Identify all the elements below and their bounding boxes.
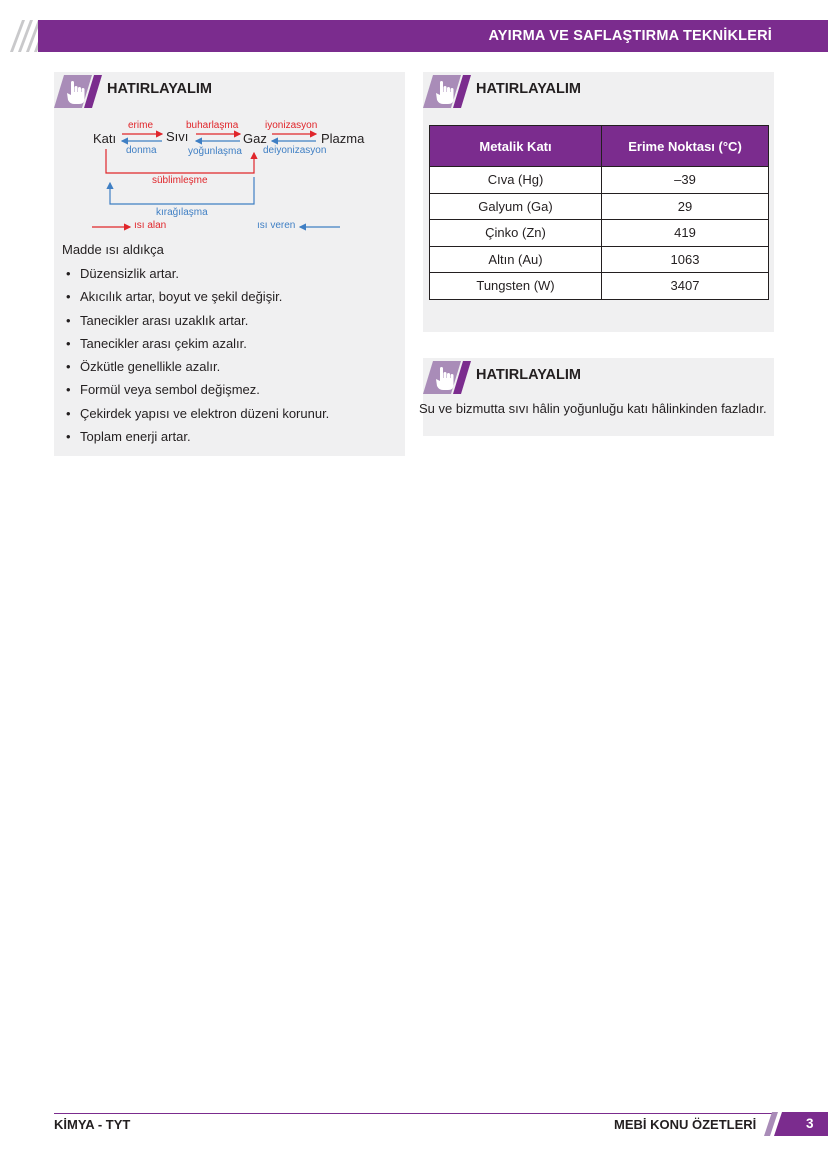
intro-text: Madde ısı aldıkça — [62, 242, 164, 257]
state-liquid: Sıvı — [166, 129, 189, 144]
melting-point-table — [429, 125, 769, 300]
state-plasma: Plazma — [321, 131, 365, 146]
page-number: 3 — [806, 1116, 814, 1131]
reminder-box-melting-points — [423, 72, 774, 332]
footer-divider — [54, 1113, 774, 1114]
column-header: Erime Noktası (°C) — [602, 126, 769, 167]
box-title: HATIRLAYALIM — [107, 81, 212, 97]
table-row — [430, 167, 769, 194]
state-gas: Gaz — [243, 131, 267, 146]
legend-heat-release: ısı veren — [257, 220, 296, 231]
list-item: • Formül veya sembol değişmez. — [66, 382, 260, 398]
label-vaporization: buharlaşma — [186, 120, 239, 131]
density-note-text: Su ve bizmutta sıvı hâlin yoğunluğu katı hâlinkinden fazladır. — [419, 401, 767, 416]
label-condensation: yoğunlaşma — [188, 146, 242, 157]
list-item: • Düzensizlik artar. — [66, 266, 179, 281]
legend-heat-absorb: ısı alan — [134, 220, 167, 231]
table-row — [430, 193, 769, 220]
column-header: Metalik Katı — [430, 126, 602, 167]
table-row — [430, 246, 769, 273]
label-deionization: deiyonizasyon — [263, 145, 327, 156]
metal-cell: Galyum (Ga) — [430, 193, 602, 220]
metal-cell: Tungsten (W) — [430, 273, 602, 300]
table-row — [430, 273, 769, 300]
box-header — [423, 72, 774, 110]
box-title: HATIRLAYALIM — [476, 367, 581, 383]
hand-pointer-icon — [423, 75, 475, 108]
metal-cell: Altın (Au) — [430, 246, 602, 273]
footer-series: MEBİ KONU ÖZETLERİ — [614, 1117, 757, 1132]
label-melting: erime — [128, 120, 154, 131]
list-item: • Tanecikler arası çekim azalır. — [66, 335, 247, 351]
hand-pointer-icon — [54, 75, 106, 108]
page-header — [0, 20, 828, 52]
box-header — [423, 358, 774, 396]
label-sublimation: süblimleşme — [152, 175, 208, 186]
list-item: • Toplam enerji artar. — [66, 429, 191, 445]
melting-point-cell: 1063 — [602, 246, 769, 273]
page-number-tab — [760, 1112, 828, 1136]
table-row — [430, 220, 769, 247]
list-item: • Tanecikler arası uzaklık artar. — [66, 312, 249, 328]
header-slant — [0, 20, 90, 52]
reminder-box-density-note — [419, 358, 774, 436]
hand-pointer-icon — [423, 361, 475, 394]
label-freezing: donma — [126, 145, 157, 156]
metal-cell: Cıva (Hg) — [430, 167, 602, 194]
melting-point-cell: 29 — [602, 193, 769, 220]
melting-point-cell: 419 — [602, 220, 769, 247]
list-item: • Akıcılık artar, boyut ve şekil değişir. — [66, 289, 283, 305]
metal-cell: Çinko (Zn) — [430, 220, 602, 247]
phase-change-diagram — [54, 117, 405, 235]
melting-point-cell: –39 — [602, 167, 769, 194]
list-item: • Özkütle genellikle azalır. — [66, 359, 221, 375]
melting-point-cell: 3407 — [602, 273, 769, 300]
list-item: • Çekirdek yapısı ve elektron düzeni korunur. — [66, 405, 330, 421]
footer-subject: KİMYA - TYT — [54, 1117, 131, 1132]
label-ionization: iyonizasyon — [265, 120, 318, 131]
reminder-box-phase-changes — [54, 72, 405, 456]
label-deposition: kırağılaşma — [156, 207, 208, 218]
table-header-row — [430, 126, 769, 167]
header-title: AYIRMA VE SAFLAŞTIRMA TEKNİKLERİ — [488, 28, 772, 44]
box-title: HATIRLAYALIM — [476, 81, 581, 97]
property-list — [62, 266, 329, 452]
state-solid: Katı — [93, 131, 117, 146]
box-header — [54, 72, 405, 110]
